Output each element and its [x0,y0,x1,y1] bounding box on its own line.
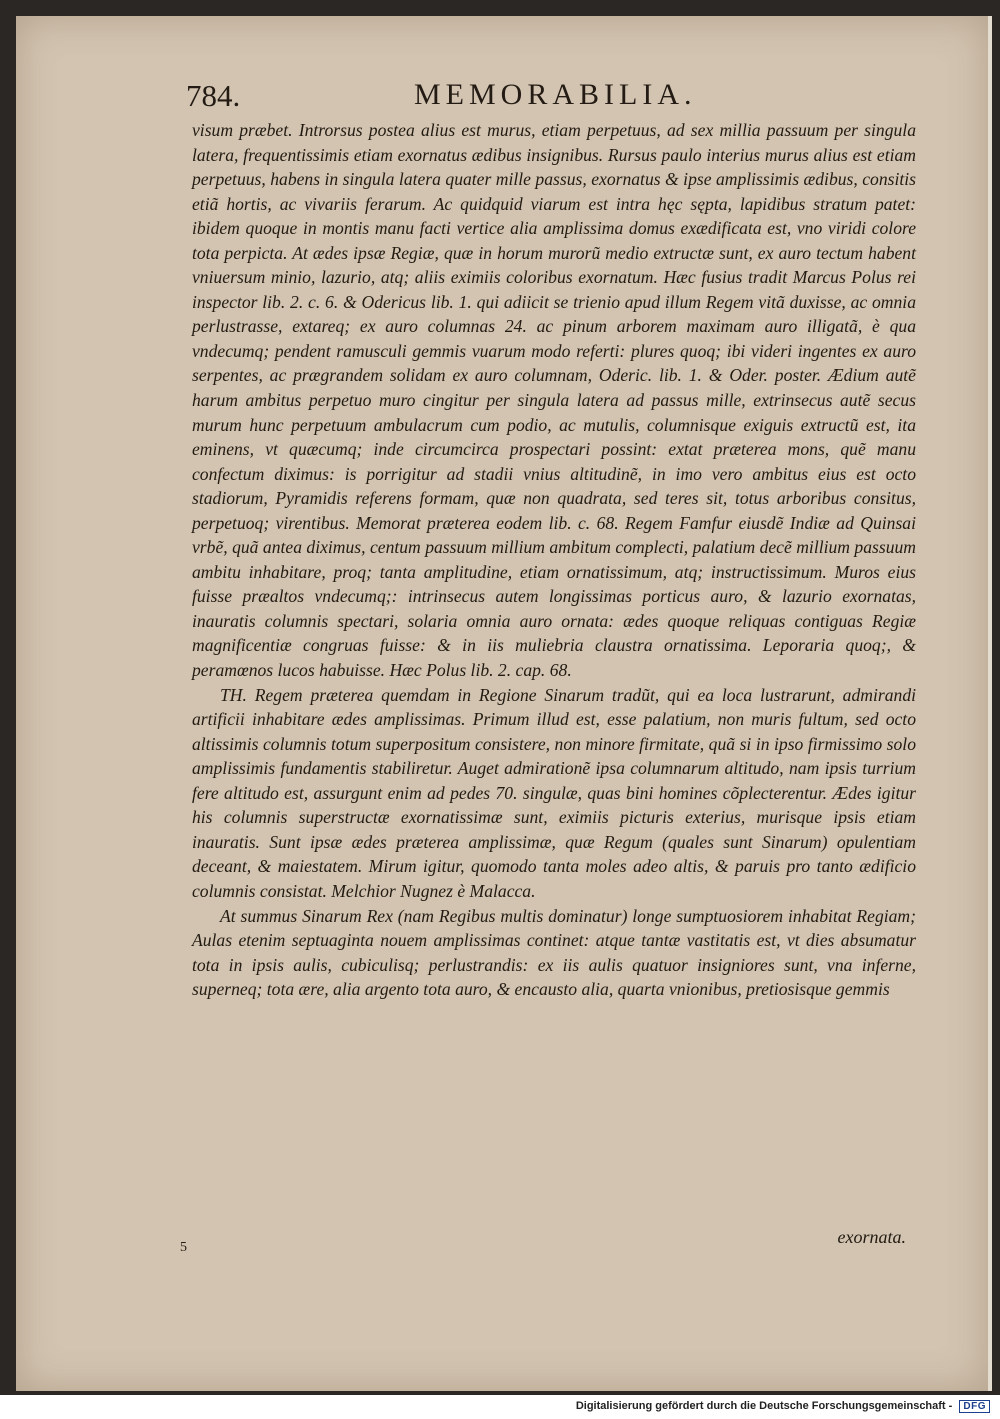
running-head: MEMORABILIA. [414,78,697,111]
page-number: 784. [186,78,241,113]
body-text [192,118,916,1002]
paragraph-3: At summus Sinarum Rex (nam Regibus multis dominatur) longe sumptuosiorem inhabitat Regiam; Aulas etenim septuaginta nouem amplissimas continet: atque tantæ vastitatis est, vt dies absumatur tota in ipsis aulis, cubiculisq; perlustrandis: ex iis aulis quatuor insigniores sunt, vna inferne, superneq; tota ære, alia argento tota auro, & encausto alia, quarta vnionibus, pretiosisque gemmis [192,905,916,1000]
digitization-footer [0,1400,990,1413]
catchword: exornata. [837,1227,906,1247]
footer-text: Digitalisierung gefördert durch die Deutsche Forschungsgemeinschaft - [575,1400,953,1412]
signature-mark: 5 [180,1240,187,1255]
paragraph-1: visum præbet. Introrsus postea alius est murus, etiam perpetuus, ad sex millia passuum per singula latera, frequentissimis etiam exornatus ædibus insignibus. Rursus paulo interius murus alius est etiam perpetuus, habens in singula latera quater mille passus, exornatus & ipse amplissimis ædibus, consitis etiã hortis, ac vivariis ferarum. Ac quidquid viarum est intra hęc sępta, lapidibus stratum patet: ibidem quoque in montis manu facti vertice alia amplissima domus exædificata est, vno viridi colore tota perpicta. At ædes ipsæ Regiæ, quæ in horum murorũ medio extructæ sunt, ex auro tectum habent vniuersum minio, lazurio, atq; aliis eximiis coloribus exornatum. Hæc fusius tradit Marcus Polus rei inspector lib. 2. c. 6. & Odericus lib. 1. qui adiicit se trienio apud illum Regem vitã duxisse, ac omnia perlustrasse, extareq; ex auro columnas 24. ac pinum arborem maximam auro illigatã, è qua vndecumq; pendent ramusculi gemmis vuarum modo referti: plures quoq; ibi videri ingentes ex auro serpentes, ac prægrandem solidam ex auro columnam, Oderic. lib. 1. & Oder. poster. Ædium autẽ harum ambitus perpetuo muro cingitur per singula latera ad passus mille, extrinsecus autẽ secus murum hunc perpetuum ambulacrum cum podio, ac mutulis, columnisque exiguis extructũ est, ita eminens, vt quæcumq; inde circumcirca prospectari possint: extat præterea mons, quẽ manu confectum diximus: is porrigitur ad stadii vnius altitudinẽ, in imo vero ambitus eius est octo stadiorum, Pyramidis referens formam, quæ non quadrata, sed teres sit, totus arboribus consitus, perpetuoq; virentibus. Memorat præterea eodem lib. c. 68. Regem Famfur eiusdẽ Indiæ ad Quinsai vrbẽ, quã antea diximus, centum passuum millium ambitum complecti, palatium decẽ millium passuum ambitu inhabitare, proq; tanta amplitudine, etiam ornatissimum, atq; instructissimum. Muros eius fuisse præaltos vndecumq;: intrinsecus autem longissimas porticus auro, & lazurio exornatas, inauratis columnis spectari, solaria omnia auro ornata: ædes quoque reliquas contiguas Regiæ magnificentiæ congruas fuisse: & in iis muliebria claustra ornatissima. Leporaria quoq;, & peramœnos lucos habuisse. Hæc Polus lib. 2. cap. 68. [192,120,916,681]
paragraph-2: TH. Regem præterea quemdam in Regione Sinarum tradũt, qui ea loca lustrarunt, admirandi artificii inhabitare ædes amplissimas. Primum illud est, esse palatium, non muris fultum, sed octo altissimis columnis totum superpositum consistere, non minore firmitate, quã si in ipso firmissimo solo amplissimis fundamentis stabiliretur. Auget admirationẽ ipsa columnarum altitudo, nam ipsis turrium fere altitudo est, assurgunt enim ad pedes 70. singulæ, quas bini homines cõplecterentur. Ædes igitur his columnis superstructæ exornatissimæ sunt, eximiis picturis exterius, murisque ipsis etiam inauratis. Sunt ipsæ ædes præterea amplissimæ, quæ Regum (quales sunt Sinarum) opulentiam deceant, & maiestatem. Mirum igitur, quomodo tanta moles adeo altis, & paruis pro tanto ædificio columnis consistat. Melchior Nugnez è Malacca. [192,684,916,901]
dfg-logo-icon: DFG [959,1400,990,1413]
